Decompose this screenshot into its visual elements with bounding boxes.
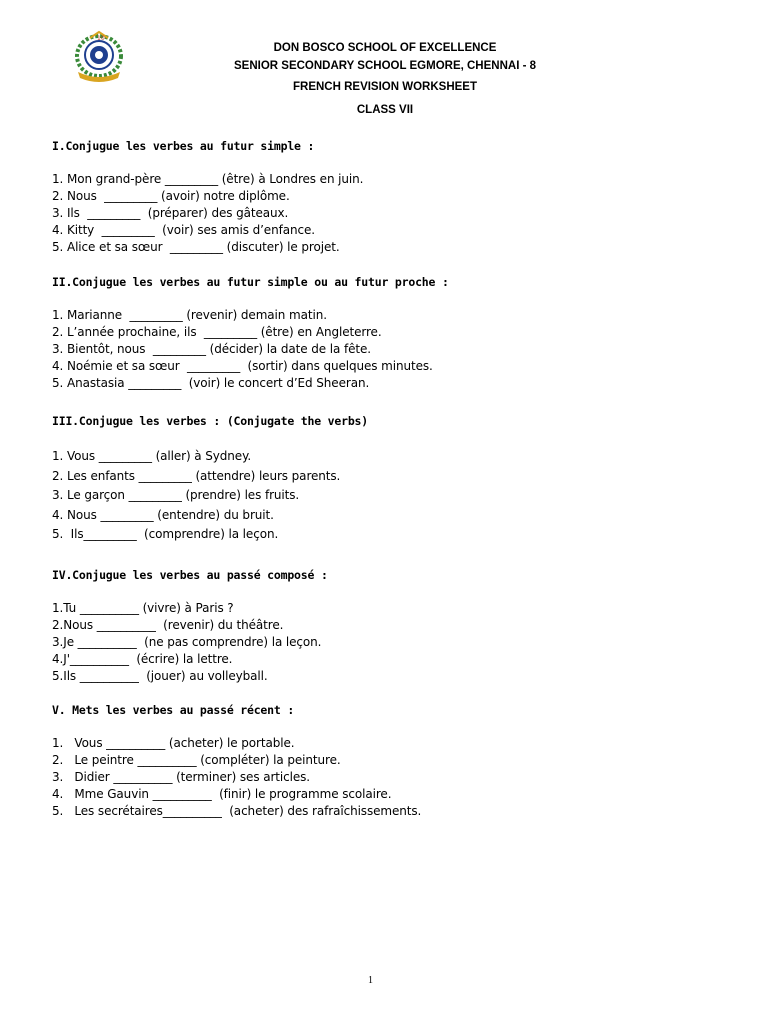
exercise-item: 3. Ils _________ (préparer) des gâteaux. (52, 206, 289, 220)
exercise-item: 4. Noémie et sa sœur _________ (sortir) dans quelques minutes. (52, 359, 433, 373)
school-address: SENIOR SECONDARY SCHOOL EGMORE, CHENNAI - 8 (233, 60, 537, 72)
exercise-item: 5. Anastasia _________ (voir) le concert d’Ed Sheeran. (52, 376, 370, 390)
section-title: I.Conjugue les verbes au futur simple : (52, 139, 315, 153)
section-title: V. Mets les verbes au passé récent : (52, 703, 295, 717)
exercise-item: 4. Nous _________ (entendre) du bruit. (52, 508, 274, 522)
exercise-item: 4.J'__________ (écrire) la lettre. (52, 652, 233, 666)
exercise-item: 2. Le peintre __________ (compléter) la peinture. (52, 753, 341, 767)
exercise-item: 5. Les secrétaires__________ (acheter) des rafraîchissements. (52, 804, 422, 818)
school-name: DON BOSCO SCHOOL OF EXCELLENCE (273, 42, 497, 54)
exercise-item: 3. Didier __________ (terminer) ses articles. (52, 770, 311, 784)
page-number: 1 (368, 975, 373, 986)
section-title: II.Conjugue les verbes au futur simple ou au futur proche : (52, 275, 449, 289)
exercise-item: 2. Nous _________ (avoir) notre diplôme. (52, 189, 290, 203)
worksheet-title: FRENCH REVISION WORKSHEET (292, 81, 477, 93)
exercise-item: 5. Alice et sa sœur _________ (discuter) le projet. (52, 240, 340, 254)
section-title: IV.Conjugue les verbes au passé composé : (52, 568, 328, 582)
exercise-item: 3. Bientôt, nous _________ (décider) la date de la fête. (52, 342, 371, 356)
exercise-item: 5.Ils __________ (jouer) au volleyball. (52, 669, 268, 683)
exercise-item: 1. Vous __________ (acheter) le portable. (52, 736, 295, 750)
exercise-item: 2.Nous __________ (revenir) du théâtre. (52, 618, 284, 632)
exercise-item: 1.Tu __________ (vivre) à Paris ? (52, 601, 234, 615)
exercise-item: 3.Je __________ (ne pas comprendre) la leçon. (52, 635, 322, 649)
exercise-item: 1. Marianne _________ (revenir) demain matin. (52, 308, 327, 322)
exercise-item: 1. Mon grand-père _________ (être) à Londres en juin. (52, 172, 364, 186)
exercise-item: 3. Le garçon _________ (prendre) les fruits. (52, 488, 300, 502)
exercise-item: 2. L’année prochaine, ils _________ (être) en Angleterre. (52, 325, 382, 339)
exercise-item: 1. Vous _________ (aller) à Sydney. (52, 449, 252, 463)
exercise-item: 5. Ils_________ (comprendre) la leçon. (52, 527, 279, 541)
school-emblem-icon (66, 26, 132, 86)
section-title: III.Conjugue les verbes : (Conjugate the verbs) (52, 414, 369, 428)
exercise-item: 4. Mme Gauvin __________ (finir) le programme scolaire. (52, 787, 392, 801)
svg-text:10: 10 (97, 35, 105, 42)
exercise-item: 4. Kitty _________ (voir) ses amis d’enfance. (52, 223, 315, 237)
exercise-item: 2. Les enfants _________ (attendre) leurs parents. (52, 469, 341, 483)
class-label: CLASS VII (356, 104, 414, 116)
